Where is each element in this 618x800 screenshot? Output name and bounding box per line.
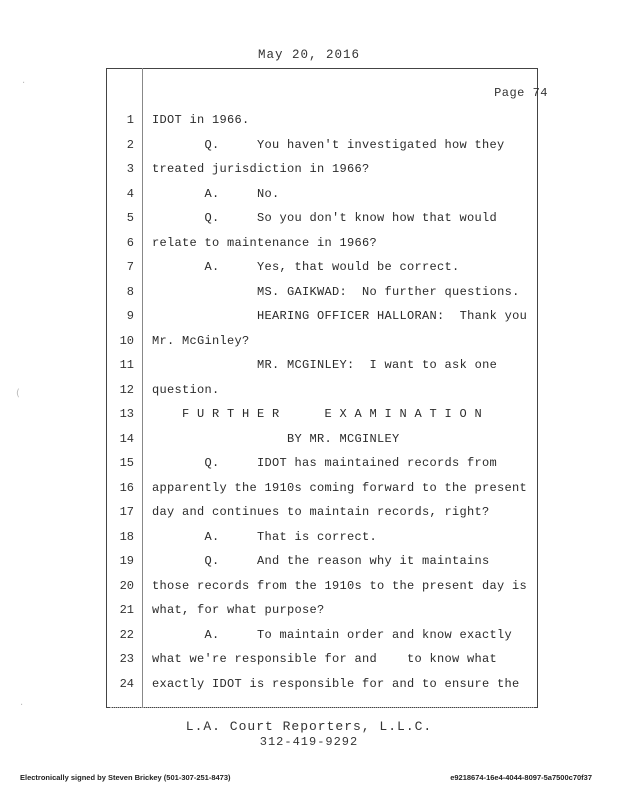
line-number: 9 [126,309,134,323]
line-content: apparently the 1910s coming forward to the present [152,480,528,495]
line-content: what we're responsible for and to know what [152,652,498,666]
line-indent [152,285,257,299]
line-content: day and continues to maintain records, right? [152,505,490,519]
line-number: 14 [119,431,134,446]
line-number: 23 [119,652,134,666]
scan-speck: · [20,700,24,711]
line-number: 5 [126,211,134,225]
transcript-line-text [152,481,532,495]
transcript-line-text [152,383,532,397]
line-number-margin-rule [142,68,143,708]
line-indent [152,260,205,274]
transcript-line-text [152,113,532,127]
transcript-line-text [152,505,532,519]
line-content: those records from the 1910s to the present day is [152,578,528,593]
line-number: 11 [119,358,134,372]
transcript-line-text [152,187,532,201]
line-content: MR. MCGINLEY: I want to ask one [257,358,498,372]
line-content: Q. And the reason why it maintains [204,554,490,568]
line-number: 24 [119,676,134,691]
line-content: relate to maintenance in 1966? [152,235,378,250]
line-indent [152,554,205,568]
transcript-line-text [152,162,532,176]
transcript-line-text [152,260,532,274]
transcript-line-text [152,530,532,544]
footer-phone: 312-419-9292 [259,735,359,749]
line-content: A. To maintain order and know exactly [204,627,513,642]
line-content: Q. IDOT has maintained records from [204,456,498,470]
page-number-label: Page 74 [494,86,548,100]
transcript-line-text [152,138,532,152]
line-indent [152,309,257,323]
line-number: 6 [126,235,134,250]
line-content: A. No. [204,186,280,201]
line-number: 21 [119,603,134,617]
line-content: A. Yes, that would be correct. [204,260,460,274]
line-content: exactly IDOT is responsible for and to ensure the [152,676,520,691]
footer-company: L.A. Court Reporters, L.L.C. [185,719,433,734]
transcript-line-text [152,211,532,225]
transcript-date: May 20, 2016 [257,48,360,62]
line-content: what, for what purpose? [152,603,325,617]
transcript-line-text [152,407,532,421]
line-content: treated jurisdiction in 1966? [152,162,370,176]
scan-speck: · [22,78,26,89]
transcript-line-text [152,554,532,568]
line-number: 3 [126,162,134,176]
line-indent [152,456,205,470]
line-indent [152,187,205,201]
line-number: 15 [119,456,134,470]
transcript-line-text [152,579,532,593]
line-indent [152,211,205,225]
transcript-line-text [152,334,532,348]
line-content: HEARING OFFICER HALLORAN: Thank you [257,309,528,323]
line-number: 10 [119,333,134,348]
page-bottom-dotted-rule [110,707,534,708]
line-indent [152,138,205,152]
transcript-line-text [152,652,532,666]
transcript-line-text [152,432,532,446]
line-number: 13 [119,407,134,421]
line-indent [152,358,257,372]
line-number: 7 [126,260,134,274]
transcript-line-text [152,677,532,691]
esign-document-id: e9218674-16e4-4044-8097-5a7500c70f37 [450,773,592,782]
line-number: 17 [119,505,134,519]
transcript-line-text [152,358,532,372]
transcript-line-text [152,309,532,323]
line-content: A. That is correct. [204,529,378,544]
transcript-line-text [152,628,532,642]
line-number: 16 [119,480,134,495]
scan-speck: ( [16,388,20,399]
line-indent [152,432,287,446]
line-content: Q. So you don't know how that would [204,211,498,225]
line-content: Q. You haven't investigated how they [204,137,505,152]
line-number: 20 [119,578,134,593]
line-content: F U R T H E R E X A M I N A T I O N [182,407,483,421]
line-indent [152,407,182,421]
transcript-line-text [152,456,532,470]
line-number: 1 [126,113,134,127]
line-content: IDOT in 1966. [152,113,250,127]
esign-statement: Electronically signed by Steven Brickey (501-307-251-8473) [20,773,231,782]
line-content: question. [152,382,220,397]
line-indent [152,628,205,642]
line-number: 22 [119,627,134,642]
line-number: 18 [119,529,134,544]
transcript-line-text [152,285,532,299]
line-number: 4 [126,186,134,201]
line-content: Mr. McGinley? [152,333,250,348]
line-content: BY MR. MCGINLEY [287,431,400,446]
line-number: 12 [119,382,134,397]
line-number: 2 [126,137,134,152]
line-number: 19 [119,554,134,568]
line-number: 8 [126,284,134,299]
transcript-line-text [152,603,532,617]
transcript-line-text [152,236,532,250]
line-indent [152,530,205,544]
line-content: MS. GAIKWAD: No further questions. [257,284,520,299]
